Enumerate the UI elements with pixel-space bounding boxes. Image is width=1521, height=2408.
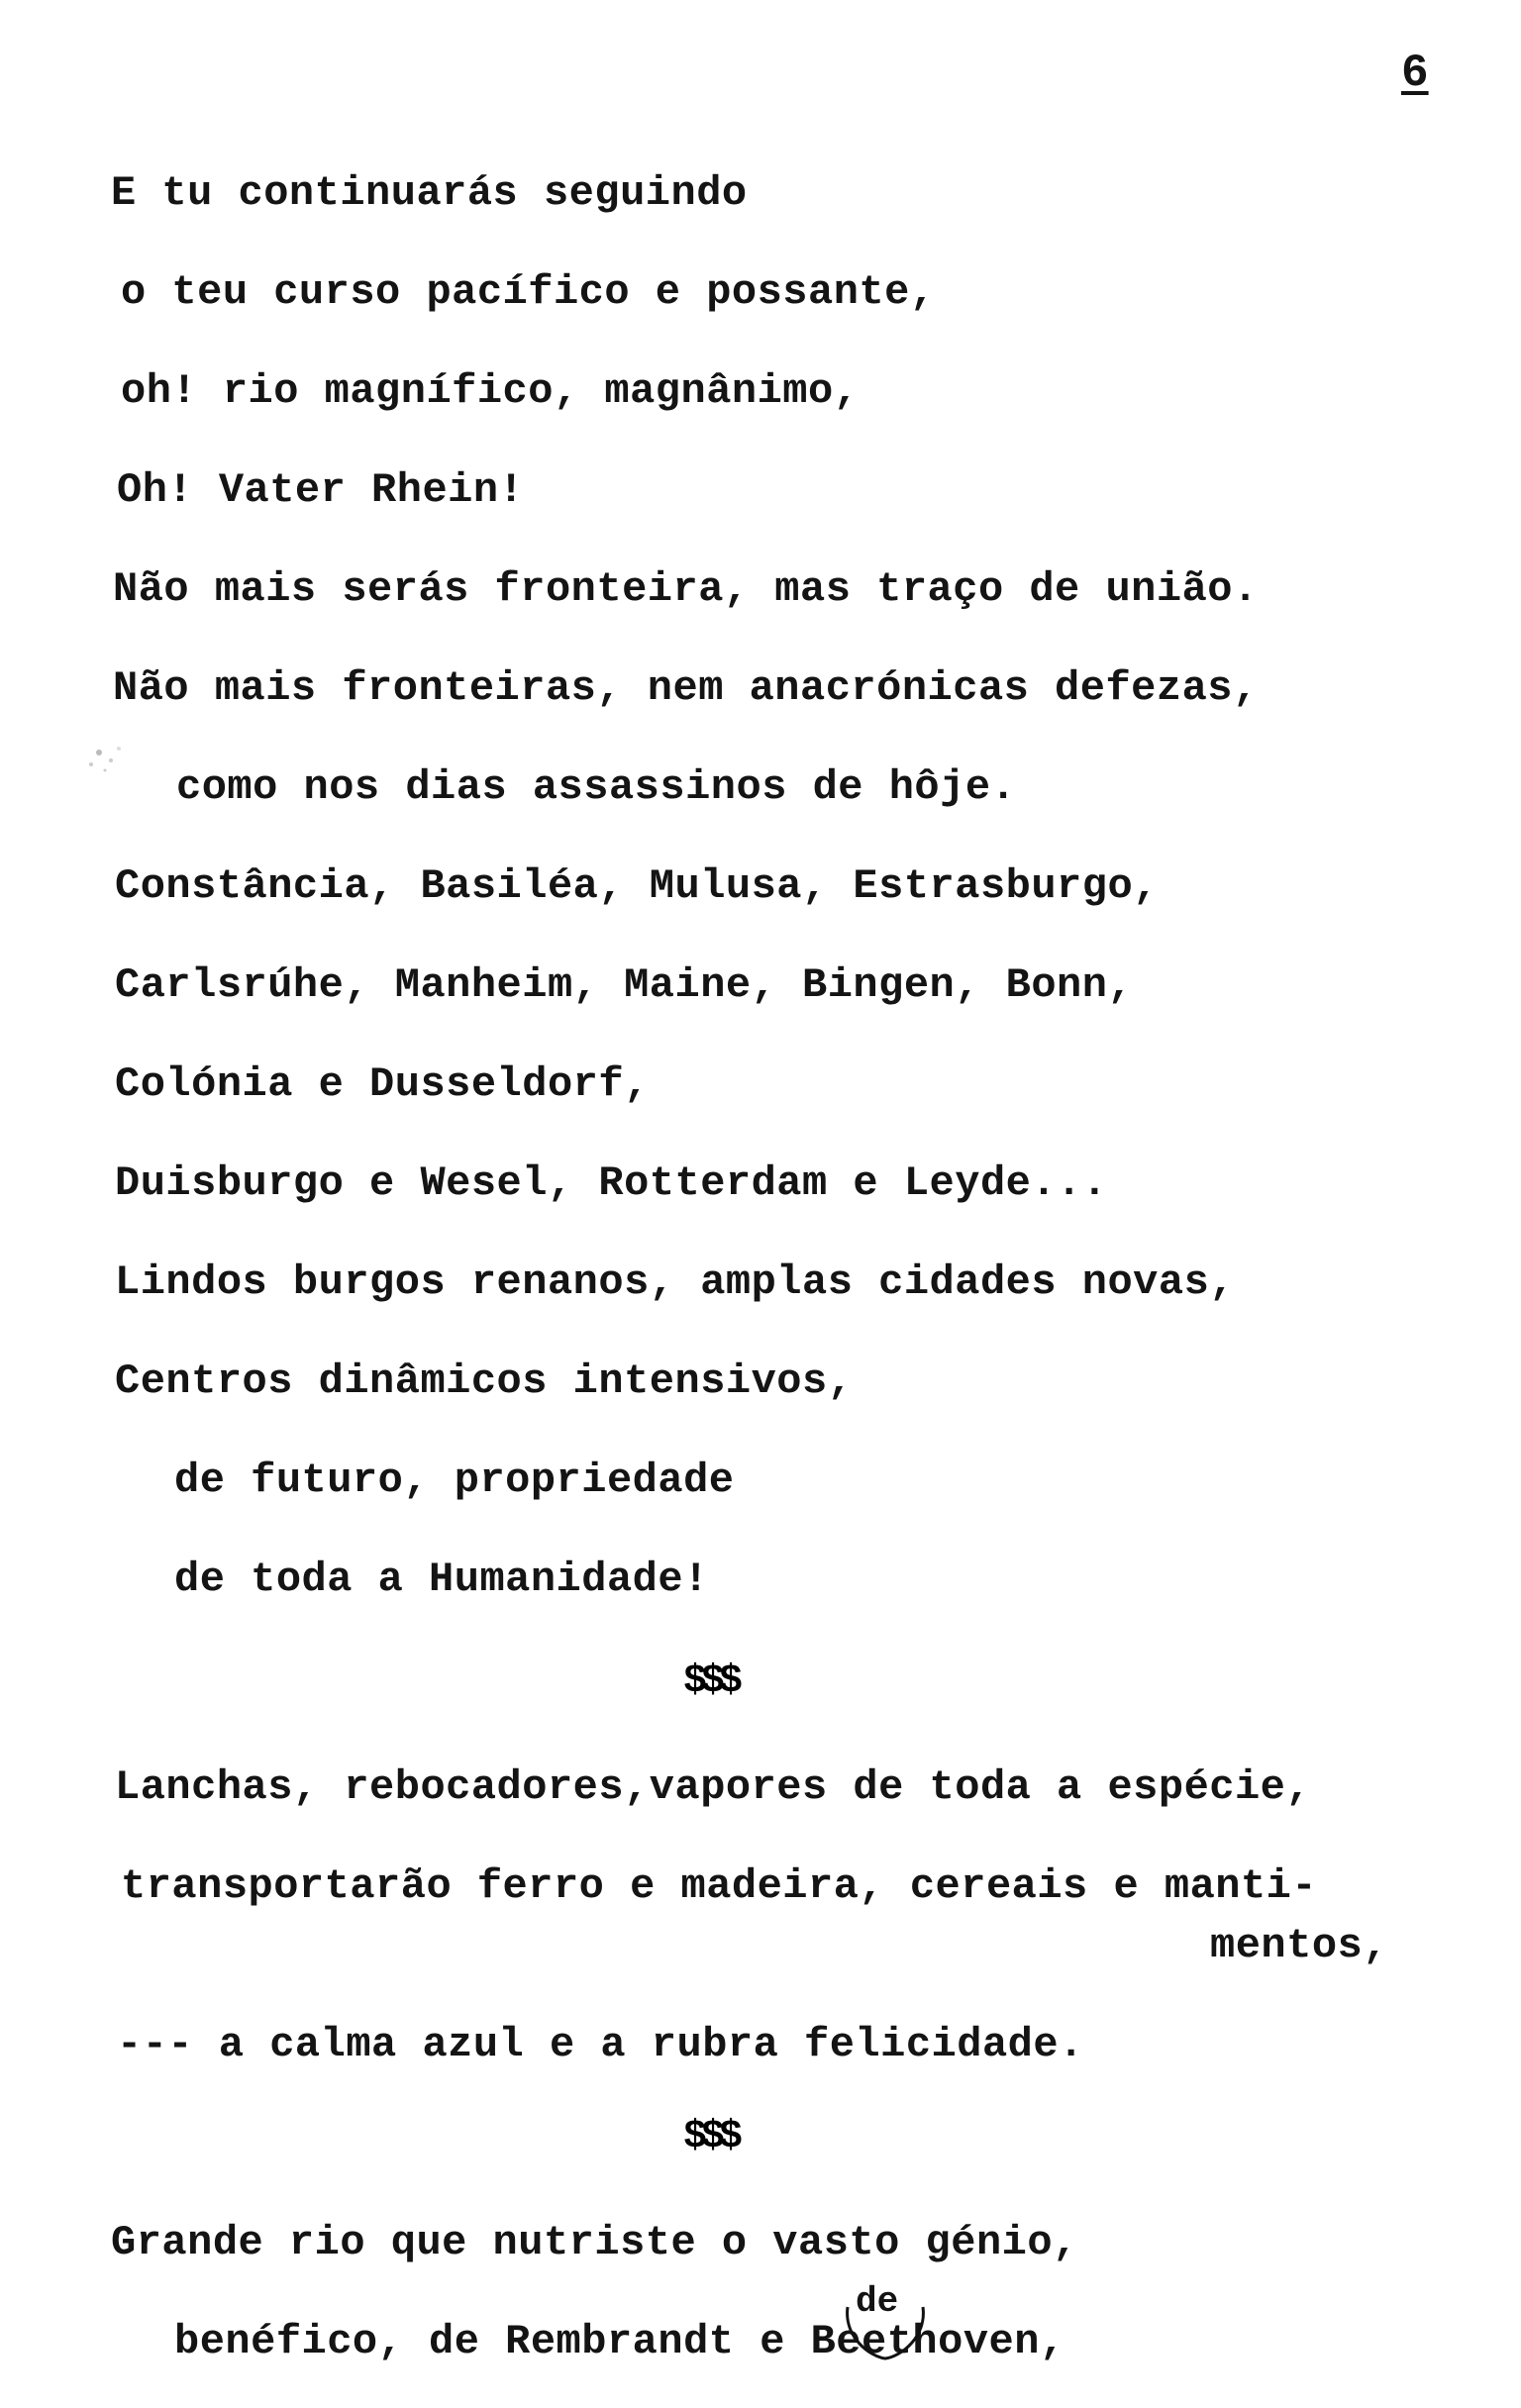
paper-smudge [40, 733, 168, 792]
poem-line: Não mais serás fronteira, mas traço de união. [113, 565, 1259, 613]
page-number: 6 [1401, 48, 1429, 99]
poem-line: Lindos burgos renanos, amplas cidades novas, [115, 1258, 1235, 1306]
poem-line: de toda a Humanidade! [174, 1555, 709, 1603]
handwritten-insertion: de [856, 2281, 899, 2322]
poem-line: benéfico, de Rembrandt e Beethoven, [174, 2318, 1065, 2365]
poem-line: Lanchas, rebocadores,vapores de toda a espécie, [115, 1763, 1312, 1811]
poem-line: Carlsrúhe, Manheim, Maine, Bingen, Bonn, [115, 961, 1134, 1009]
poem-line: Duisburgo e Wesel, Rotterdam e Leyde... [115, 1159, 1108, 1207]
poem-line: Centros dinâmicos intensivos, [115, 1357, 854, 1405]
poem-line: Colónia e Dusseldorf, [115, 1060, 650, 1108]
poem-line-continuation: mentos, [1210, 1922, 1388, 1969]
poem-line: E tu continuarás seguindo [111, 169, 748, 217]
section-separator: $$$ [683, 1659, 738, 1704]
poem-line: transportarão ferro e madeira, cereais e manti- [121, 1862, 1318, 1910]
poem-line: Grande rio que nutriste o vasto génio, [111, 2219, 1078, 2266]
poem-line: Oh! Vater Rhein! [117, 466, 525, 514]
poem-line: como nos dias assassinos de hôje. [176, 763, 1017, 811]
poem-line: --- a calma azul e a rubra felicidade. [117, 2021, 1084, 2068]
poem-line: oh! rio magnífico, magnânimo, [121, 367, 860, 415]
insertion-caret-mark [840, 2277, 931, 2362]
poem-line: de futuro, propriedade [174, 1456, 735, 1504]
poem-line: Não mais fronteiras, nem anacrónicas defezas, [113, 664, 1259, 712]
poem-line: o teu curso pacífico e possante, [121, 268, 936, 316]
poem-line: Constância, Basiléa, Mulusa, Estrasburgo, [115, 862, 1159, 910]
section-separator: $$$ [683, 2115, 738, 2159]
